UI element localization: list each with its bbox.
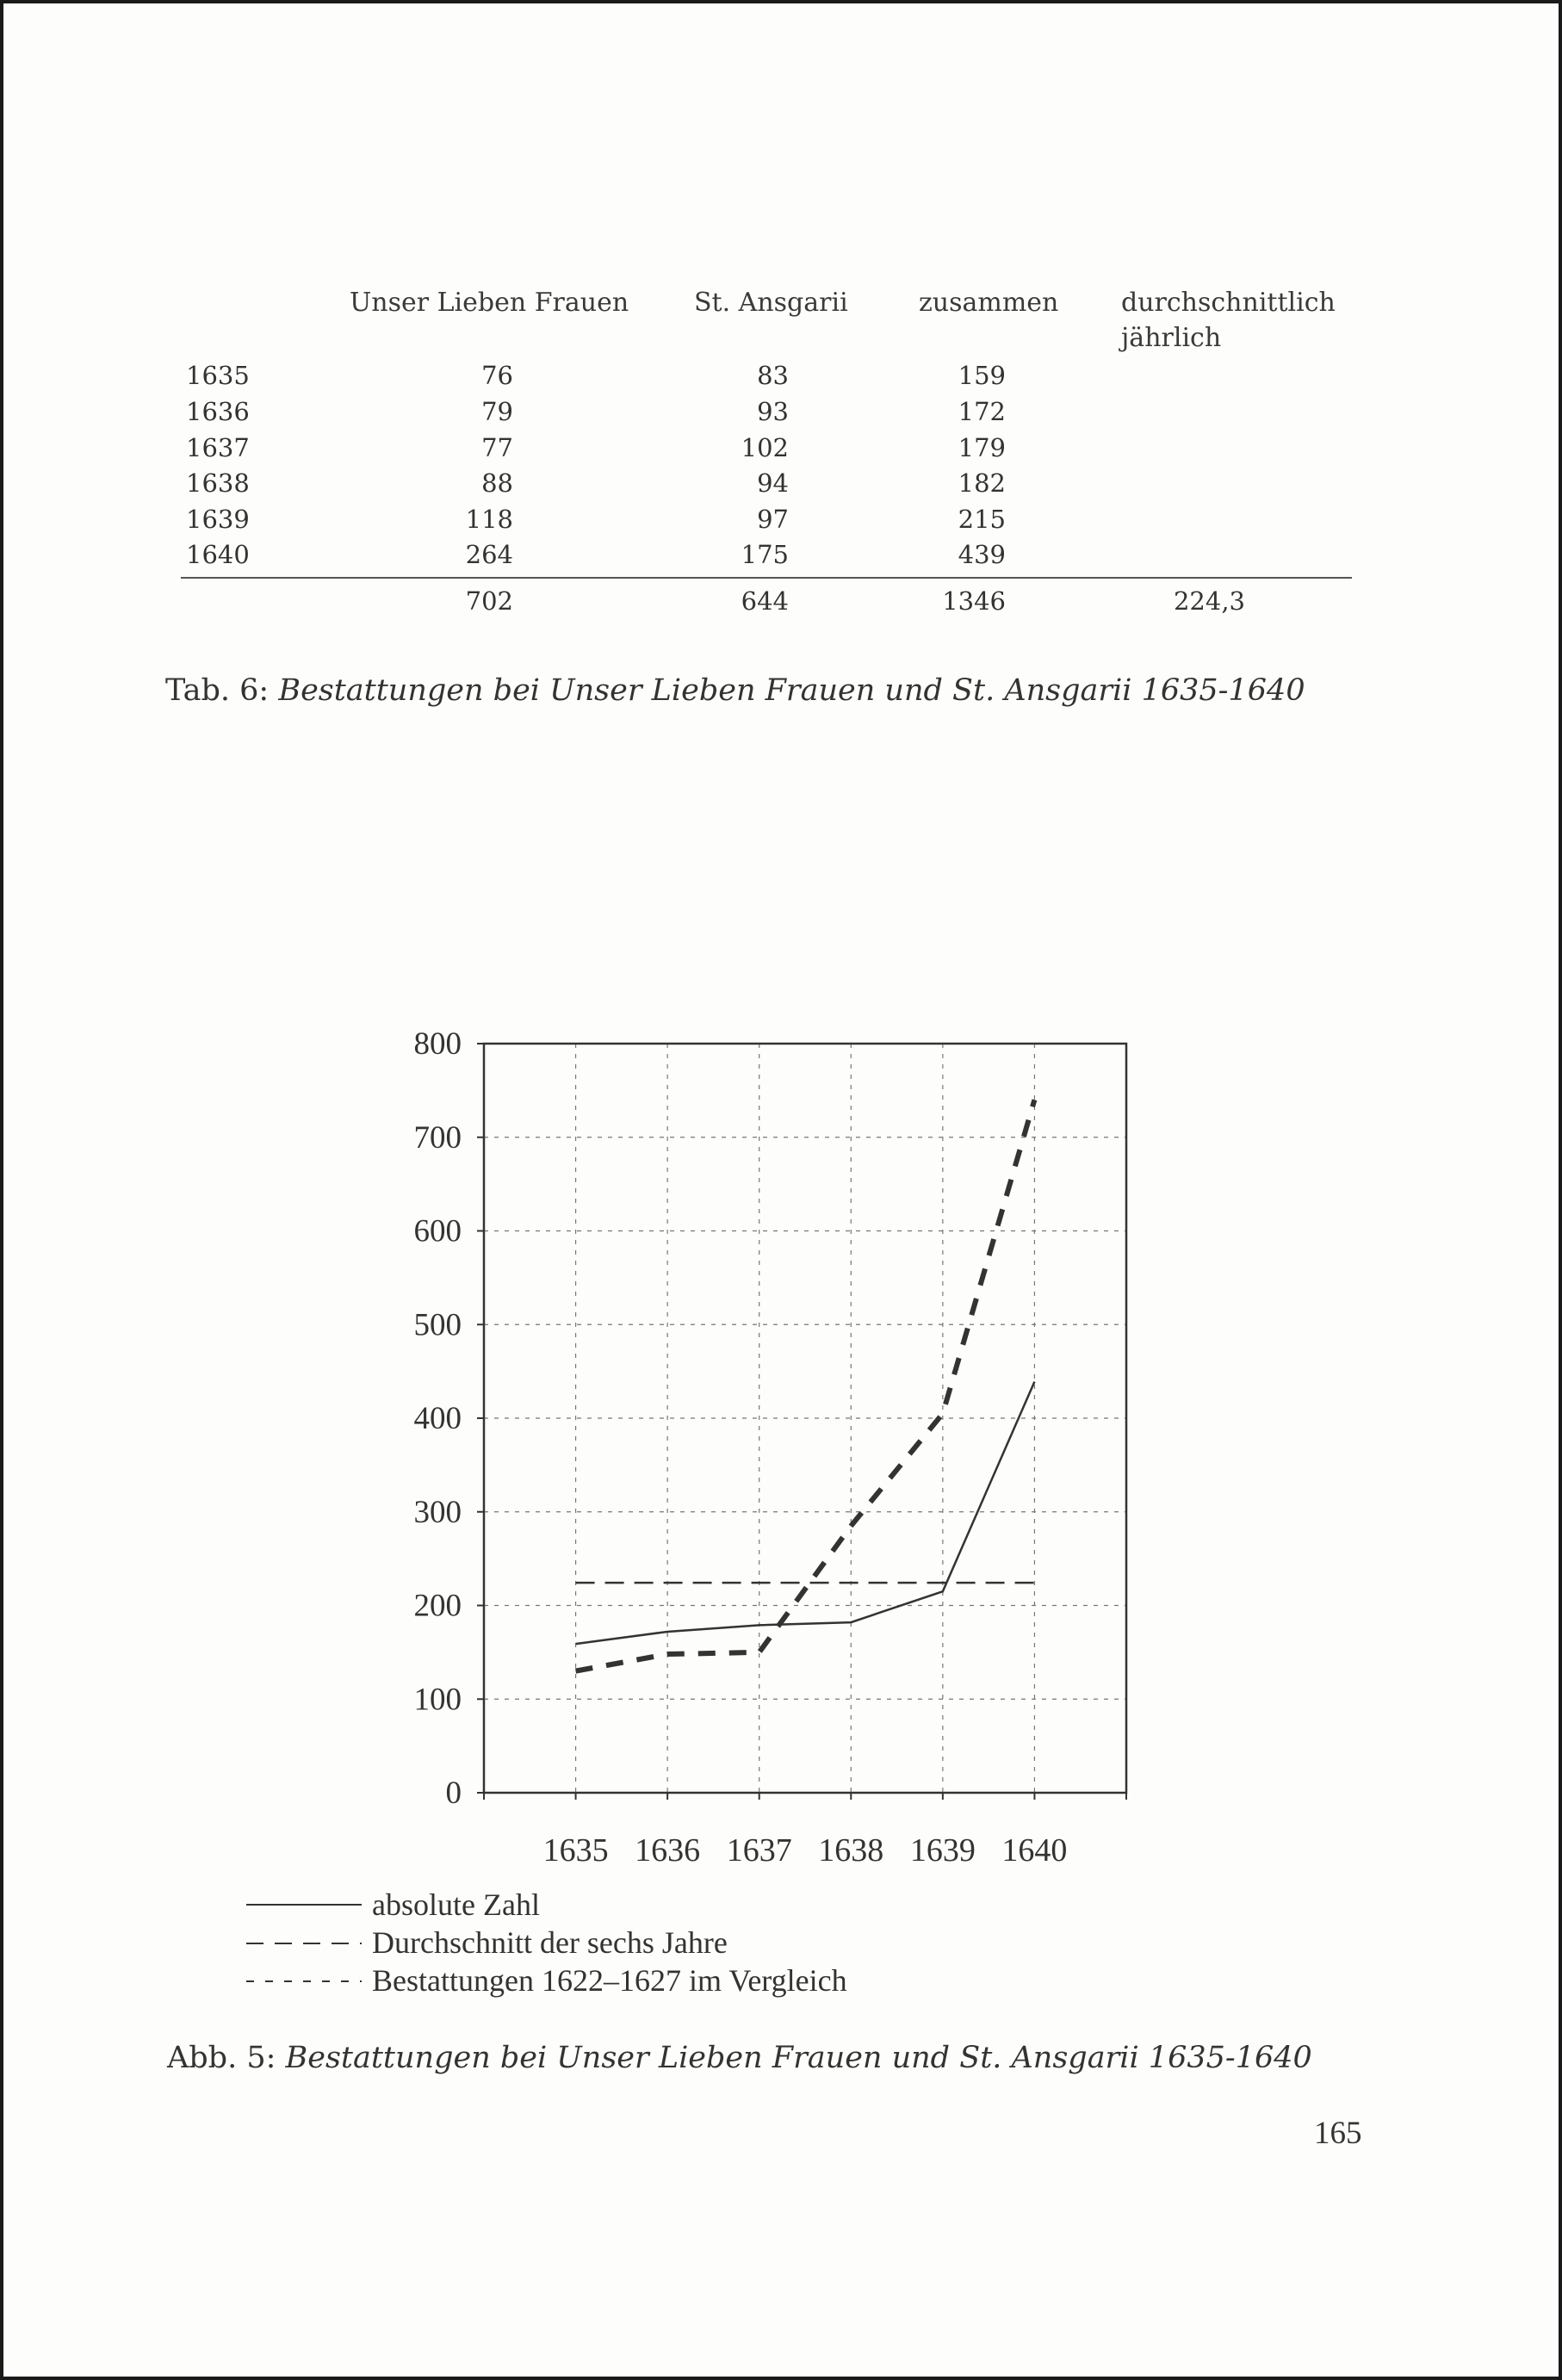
figure-caption	[167, 2039, 1312, 2077]
legend-label: Durchschnitt der sechs Jahre	[372, 1925, 728, 1960]
figure-caption-title: Bestattungen bei Unser Lieben Frauen und St. Ansgarii 1635-1640	[285, 2041, 1312, 2075]
total-ansgarii: 644	[741, 586, 789, 616]
y-tick-label: 600	[413, 1213, 462, 1249]
y-tick-label: 200	[413, 1588, 462, 1624]
row-ansgarii-value: 94	[757, 468, 789, 498]
series-absolute-zahl-line	[576, 1382, 1035, 1645]
row-ansgarii-value: 102	[741, 433, 789, 462]
page	[3, 3, 1559, 2377]
col-header-jaehrlich: jährlich	[1121, 323, 1222, 353]
y-tick-label: 400	[413, 1401, 462, 1436]
y-tick-label: 800	[413, 1026, 462, 1062]
x-tick-label: 1638	[818, 1832, 884, 1869]
row-year: 1635	[186, 361, 250, 390]
col-header-st-ansgarii: St. Ansgarii	[694, 288, 848, 318]
legend-label: absolute Zahl	[372, 1887, 540, 1922]
x-tick-label: 1636	[635, 1832, 701, 1869]
y-tick-label: 300	[413, 1494, 462, 1530]
total-ulf: 702	[465, 586, 513, 616]
row-ulf-value: 264	[465, 540, 513, 569]
legend-item-absolute	[246, 1886, 540, 1924]
row-year: 1639	[186, 505, 250, 534]
legend-item-average	[246, 1924, 728, 1962]
row-ulf-value: 76	[481, 361, 513, 390]
legend-label: Bestattungen 1622–1627 im Vergleich	[372, 1963, 847, 1998]
row-ansgarii-value: 83	[757, 361, 789, 390]
row-sum-value: 215	[958, 505, 1006, 534]
row-ulf-value: 77	[481, 433, 513, 462]
x-tick-label: 1640	[1001, 1832, 1068, 1869]
y-tick-label: 0	[445, 1776, 462, 1811]
row-sum-value: 159	[958, 361, 1006, 390]
row-year: 1640	[186, 540, 250, 569]
row-ulf-value: 88	[481, 468, 513, 498]
x-tick-label: 1635	[542, 1832, 609, 1869]
row-sum-value: 172	[958, 397, 1006, 426]
row-sum-value: 182	[958, 468, 1006, 498]
y-tick-label: 100	[413, 1682, 462, 1718]
row-ansgarii-value: 97	[757, 505, 789, 534]
row-sum-value: 439	[958, 540, 1006, 569]
page-number: 165	[1314, 2116, 1362, 2151]
col-header-unser-lieben-frauen: Unser Lieben Frauen	[350, 288, 629, 318]
y-tick-label: 700	[413, 1119, 462, 1156]
total-average: 224,3	[1173, 586, 1245, 616]
row-year: 1637	[186, 433, 250, 462]
x-tick-label: 1637	[726, 1832, 792, 1869]
burials-line-chart	[3, 3, 1559, 1941]
table-caption-title: Bestattungen bei Unser Lieben Frauen und St. Ansgarii 1635-1640	[278, 673, 1305, 708]
y-tick-label: 500	[413, 1307, 462, 1343]
row-ansgarii-value: 93	[757, 397, 789, 426]
total-sum: 1346	[942, 586, 1006, 616]
col-header-durchschnittlich: durchschnittlich	[1121, 288, 1336, 318]
row-ansgarii-value: 175	[741, 540, 789, 569]
row-year: 1636	[186, 397, 250, 426]
row-ulf-value: 79	[481, 397, 513, 426]
legend-dashed-line	[246, 1937, 362, 1949]
legend-item-comparison	[246, 1962, 847, 1999]
series-vergleich-1622-1627-line	[576, 1100, 1035, 1670]
legend-short-dashed-line	[246, 1974, 362, 1986]
figure-caption-prefix: Abb. 5:	[167, 2041, 286, 2075]
table-caption-prefix: Tab. 6:	[165, 673, 279, 708]
row-year: 1638	[186, 468, 250, 498]
row-sum-value: 179	[958, 433, 1006, 462]
row-ulf-value: 118	[465, 505, 513, 534]
col-header-zusammen: zusammen	[919, 288, 1059, 318]
legend-solid-line	[246, 1899, 362, 1911]
x-tick-label: 1639	[909, 1832, 976, 1869]
